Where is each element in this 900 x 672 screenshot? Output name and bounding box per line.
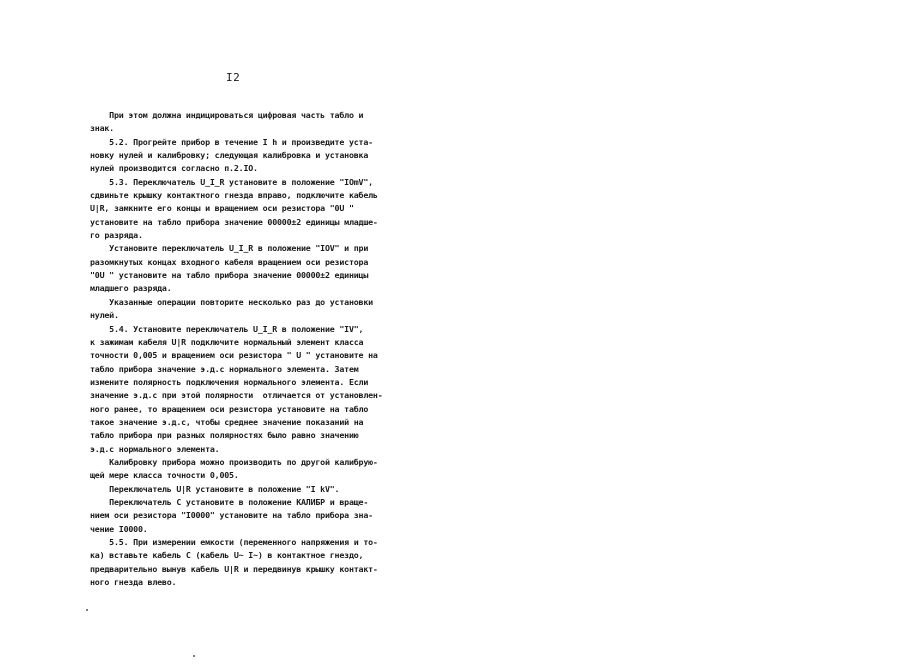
text-line: младшего разряда. — [90, 283, 172, 294]
text-line: установите на табло прибора значение 00000±2 единицы младше- — [90, 216, 378, 227]
text-line: чение I0000. — [90, 523, 148, 534]
text-line: нулей. — [90, 310, 119, 321]
text-line: знак. — [90, 123, 114, 134]
document-text — [90, 109, 390, 589]
scan-speck — [193, 655, 195, 657]
text-line: точности 0,005 и вращением оси резистора " U " установите на — [90, 350, 378, 361]
text-line: новку нулей и калибровку; следующая калибровка и установка — [90, 150, 369, 161]
text-line: ного гнезда влево. — [90, 577, 177, 588]
text-line: 5.2. Прогрейте прибор в течение I h и произведите уста- — [90, 136, 373, 147]
text-line: При этом должна индицироваться цифровая часть табло и — [90, 110, 364, 120]
text-line: Установите переключатель U_I_R в положение "IOV" и при — [90, 243, 369, 254]
scan-speck — [86, 609, 88, 611]
text-line: щей мере класса точности 0,005. — [90, 470, 239, 481]
text-line: значение э.д.с при этой полярности отличается от установлен- — [90, 390, 383, 401]
text-line: э.д.с нормального элемента. — [90, 443, 220, 454]
text-line: го разряда. — [90, 230, 143, 241]
text-line: табло прибора при разных полярностях было равно значению — [90, 430, 359, 441]
text-line: Калибровку прибора можно производить по другой калибрую- — [90, 456, 378, 467]
text-line: Указанные операции повторите несколько раз до установки — [90, 296, 373, 307]
text-line: "0U " установите на табло прибора значение 00000±2 единицы — [90, 270, 369, 281]
text-line: U|R, замкните его концы и вращением оси резистора "0U " — [90, 203, 354, 214]
text-line: 5.3. Переключатель U_I_R установите в положение "IOmV", — [90, 176, 373, 187]
text-line: 5.4. Установите переключатель U_I_R в положение "IV", — [90, 323, 364, 334]
text-line: к зажимам кабеля U|R подключите нормальный элемент класса — [90, 336, 364, 347]
text-line: Переключатель U|R установите в положение "I kV". — [90, 483, 340, 494]
text-line: измените полярность подключения нормального элемента. Если — [90, 376, 369, 387]
text-line: нулей производится согласно п.2.IO. — [90, 163, 258, 174]
page-number: I2 — [226, 71, 241, 84]
text-line: разомкнутых концах входного кабеля вращением оси резистора — [90, 256, 369, 267]
text-line: ка) вставьте кабель С (кабель U~ I~) в контактное гнездо, — [90, 550, 364, 561]
text-line: нием оси резистора "I0000" установите на табло прибора зна- — [90, 510, 373, 521]
text-line: сдвиньте крышку контактного гнезда вправо, подключите кабель — [90, 190, 378, 201]
text-line: такое значение э.д.с, чтобы среднее значение показаний на — [90, 416, 364, 427]
text-line: табло прибора значение э.д.с нормального элемента. Затем — [90, 363, 359, 374]
text-line: 5.5. При измерении емкости (переменного напряжения и то- — [90, 537, 378, 547]
text-line: предварительно вынув кабель U|R и передвинув крышку контакт- — [90, 563, 378, 574]
text-line: Переключатель С установите в положение КАЛИБР и враще- — [90, 496, 369, 507]
text-line: ного ранее, то вращением оси резистора установите на табло — [90, 403, 369, 414]
